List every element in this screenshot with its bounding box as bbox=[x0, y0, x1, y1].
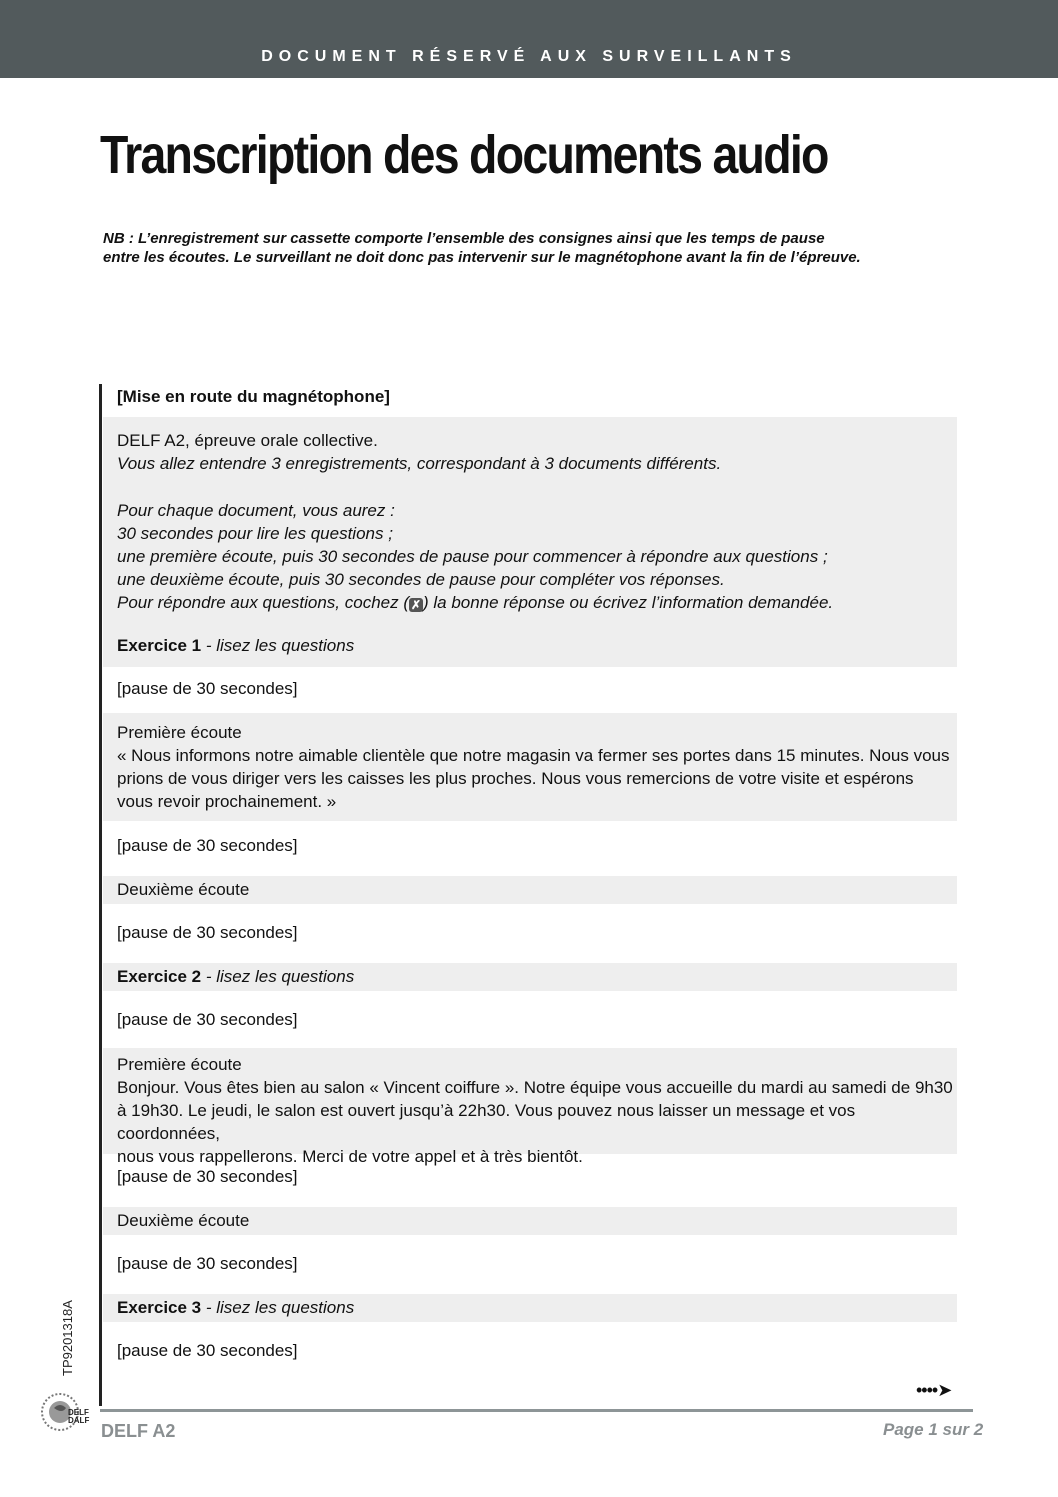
ex1-pause-3: [pause de 30 secondes] bbox=[117, 923, 298, 942]
ex1-pause-2: [pause de 30 secondes] bbox=[117, 836, 298, 855]
ex1-pause-1: [pause de 30 secondes] bbox=[117, 679, 298, 698]
ex1-first-listening: Première écoute « Nous informons notre aimable clientèle que notre magasin va fermer ses portes dans 15 minutes. Nous vous prions de vous diriger vers les caisses les plus proches. Nous vous remercions de votre visite et espérons vous revoir prochainement. » bbox=[103, 713, 957, 821]
ex2-pause-1: [pause de 30 secondes] bbox=[117, 1010, 298, 1029]
page-title: Transcription des documents audio bbox=[100, 125, 828, 185]
ex3-pause-1: [pause de 30 secondes] bbox=[117, 1341, 298, 1360]
footer-level: DELF A2 bbox=[101, 1421, 176, 1441]
exercise-3-heading: Exercice 3 - lisez les questions bbox=[103, 1294, 957, 1322]
start-text: [Mise en route du magnétophone] bbox=[117, 387, 390, 406]
margin-rule bbox=[99, 384, 102, 1406]
checkbox-icon: ✗ bbox=[410, 598, 422, 612]
ex2-pause-3: [pause de 30 secondes] bbox=[117, 1254, 298, 1273]
ex2-second-listening: Deuxième écoute bbox=[103, 1207, 957, 1235]
ex1-first-label: Première écoute bbox=[117, 723, 242, 742]
nb-line-1: NB : L’enregistrement sur cassette comporte l’ensemble des consignes ainsi que les temps de pause bbox=[103, 230, 825, 247]
ex2-first-listening: Première écoute Bonjour. Vous êtes bien au salon « Vincent coiffure ». Notre équipe vous accueille du mardi au samedi de 9h30 à 19h30. Le jeudi, le salon est ouvert jusqu’à 22h30. Vous pouvez nous laisser un message et vos coordonnées, nous vous rappellerons. Merci de votre appel et à très bientôt. bbox=[103, 1048, 957, 1154]
banner-label: DOCUMENT RÉSERVÉ AUX SURVEILLANTS bbox=[261, 48, 797, 65]
document-code: TP9201318A bbox=[60, 1300, 75, 1376]
intro-line-1: DELF A2, épreuve orale collective. bbox=[117, 431, 378, 450]
svg-text:DALF: DALF bbox=[68, 1416, 90, 1425]
header-banner bbox=[0, 0, 1058, 78]
ex2-pause-2: [pause de 30 secondes] bbox=[117, 1167, 298, 1186]
footer-rule bbox=[100, 1409, 973, 1412]
exercise-2-heading: Exercice 2 - lisez les questions bbox=[103, 963, 957, 991]
page-number: Page 1 sur 2 bbox=[883, 1420, 984, 1439]
intro-line-6: une deuxième écoute, puis 30 secondes de pause pour compléter vos réponses. bbox=[117, 570, 725, 589]
svg-text:DELF: DELF bbox=[68, 1408, 89, 1417]
intro-line-2: Vous allez entendre 3 enregistrements, correspondant à 3 documents différents. bbox=[117, 454, 722, 473]
intro-line-3: Pour chaque document, vous aurez : bbox=[117, 501, 395, 520]
exercise-1-heading: Exercice 1 - lisez les questions bbox=[117, 636, 355, 655]
ex1-second-listening: Deuxième écoute bbox=[103, 876, 957, 904]
delf-dalf-logo-icon bbox=[38, 1388, 98, 1438]
nb-note bbox=[103, 229, 983, 267]
intro-line-4: 30 secondes pour lire les questions ; bbox=[117, 524, 393, 543]
intro-line-5: une première écoute, puis 30 secondes de pause pour commencer à répondre aux questions ; bbox=[117, 547, 828, 566]
next-page-arrow-icon: ••••➤ bbox=[916, 1380, 952, 1400]
intro-line-7: Pour répondre aux questions, cochez ( ✗ ) la bonne réponse ou écrivez l’information demandée. bbox=[117, 593, 834, 612]
nb-line-2: entre les écoutes. Le surveillant ne doit donc pas intervenir sur le magnétophone avant la fin de l’épreuve. bbox=[103, 249, 861, 266]
start-block bbox=[103, 385, 957, 415]
intro-block bbox=[103, 417, 957, 667]
